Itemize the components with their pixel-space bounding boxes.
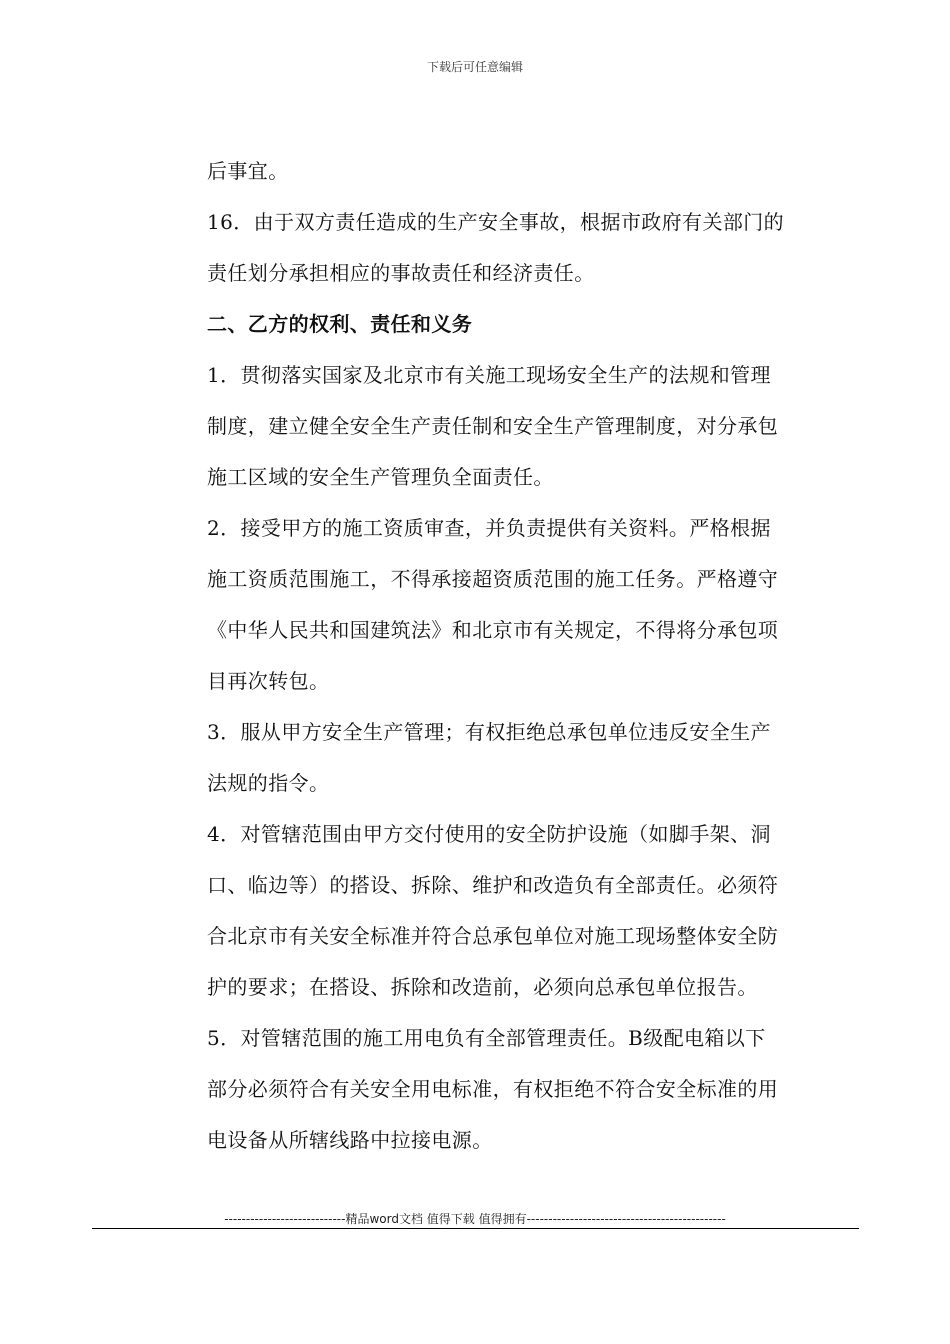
body-line: 16．由于双方责任造成的生产安全事故，根据市政府有关部门的 <box>207 210 785 234</box>
body-line: 后事宜。 <box>207 159 289 183</box>
body-line: 3．服从甲方安全生产管理；有权拒绝总承包单位违反安全生产 <box>207 720 771 744</box>
body-line: 制度，建立健全安全生产责任制和安全生产管理制度，对分承包 <box>207 414 779 438</box>
page-header: 下载后可任意编辑 <box>426 60 523 74</box>
document-body <box>207 146 847 1166</box>
body-line: 责任划分承担相应的事故责任和经济责任。 <box>207 261 595 285</box>
body-line: 目再次转包。 <box>207 669 330 693</box>
body-line: 2．接受甲方的施工资质审查，并负责提供有关资料。严格根据 <box>207 516 771 540</box>
section-heading: 二、乙方的权利、责任和义务 <box>207 312 473 336</box>
body-line: 部分必须符合有关安全用电标准，有权拒绝不符合安全标准的用 <box>207 1077 779 1101</box>
body-line: 法规的指令。 <box>207 771 330 795</box>
body-line: 1．贯彻落实国家及北京市有关施工现场安全生产的法规和管理 <box>207 363 771 387</box>
body-line: 电设备从所辖线路中拉接电源。 <box>207 1128 493 1152</box>
body-line: 施工资质范围施工，不得承接超资质范围的施工任务。严格遵守 <box>207 567 779 591</box>
body-line: 4．对管辖范围由甲方交付使用的安全防护设施（如脚手架、洞 <box>207 822 771 846</box>
page-footer: ----------------------------精品word文档 值得下载 值得拥有---------------------------------------------- <box>224 1212 726 1226</box>
body-line: 《中华人民共和国建筑法》和北京市有关规定，不得将分承包项 <box>207 618 779 642</box>
body-line: 口、临边等）的搭设、拆除、维护和改造负有全部责任。必须符 <box>207 873 779 897</box>
body-line: 合北京市有关安全标准并符合总承包单位对施工现场整体安全防 <box>207 924 779 948</box>
body-line: 护的要求；在搭设、拆除和改造前，必须向总承包单位报告。 <box>207 975 758 999</box>
body-line: 5．对管辖范围的施工用电负有全部管理责任。B级配电箱以下 <box>207 1026 766 1050</box>
footer-divider <box>92 1228 859 1229</box>
body-line: 施工区域的安全生产管理负全面责任。 <box>207 465 554 489</box>
